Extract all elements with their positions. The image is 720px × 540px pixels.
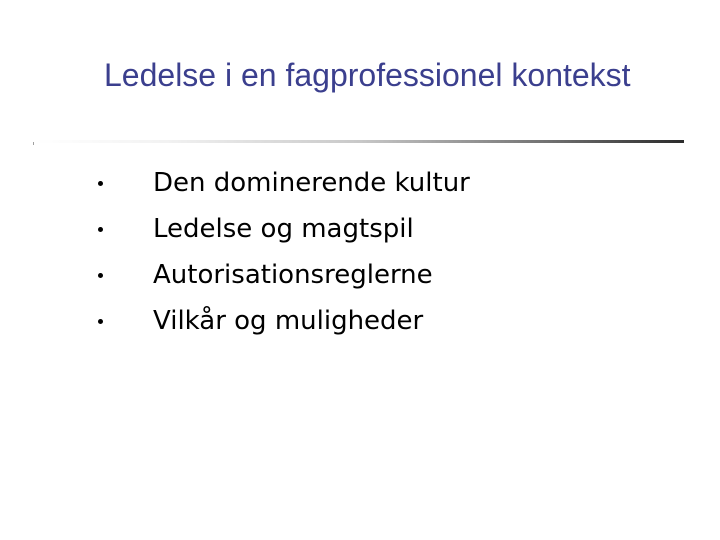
bullet-item <box>0 206 720 252</box>
title-divider <box>36 140 684 143</box>
bullet-dot-icon <box>98 181 103 186</box>
bullet-dot-icon <box>98 319 103 324</box>
bullet-dot-icon <box>98 273 103 278</box>
slide-title: Ledelse i en fagprofessionel kontekst <box>104 57 631 93</box>
divider-tick <box>33 142 34 145</box>
bullet-text: Vilkår og muligheder <box>153 306 424 336</box>
bullet-text: Ledelse og magtspil <box>153 214 414 244</box>
bullet-item <box>0 160 720 206</box>
bullet-dot-icon <box>98 227 103 232</box>
bullet-list <box>0 160 720 344</box>
bullet-text: Autorisationsreglerne <box>153 260 433 290</box>
bullet-item <box>0 298 720 344</box>
bullet-item <box>0 252 720 298</box>
bullet-text: Den dominerende kultur <box>153 168 470 198</box>
